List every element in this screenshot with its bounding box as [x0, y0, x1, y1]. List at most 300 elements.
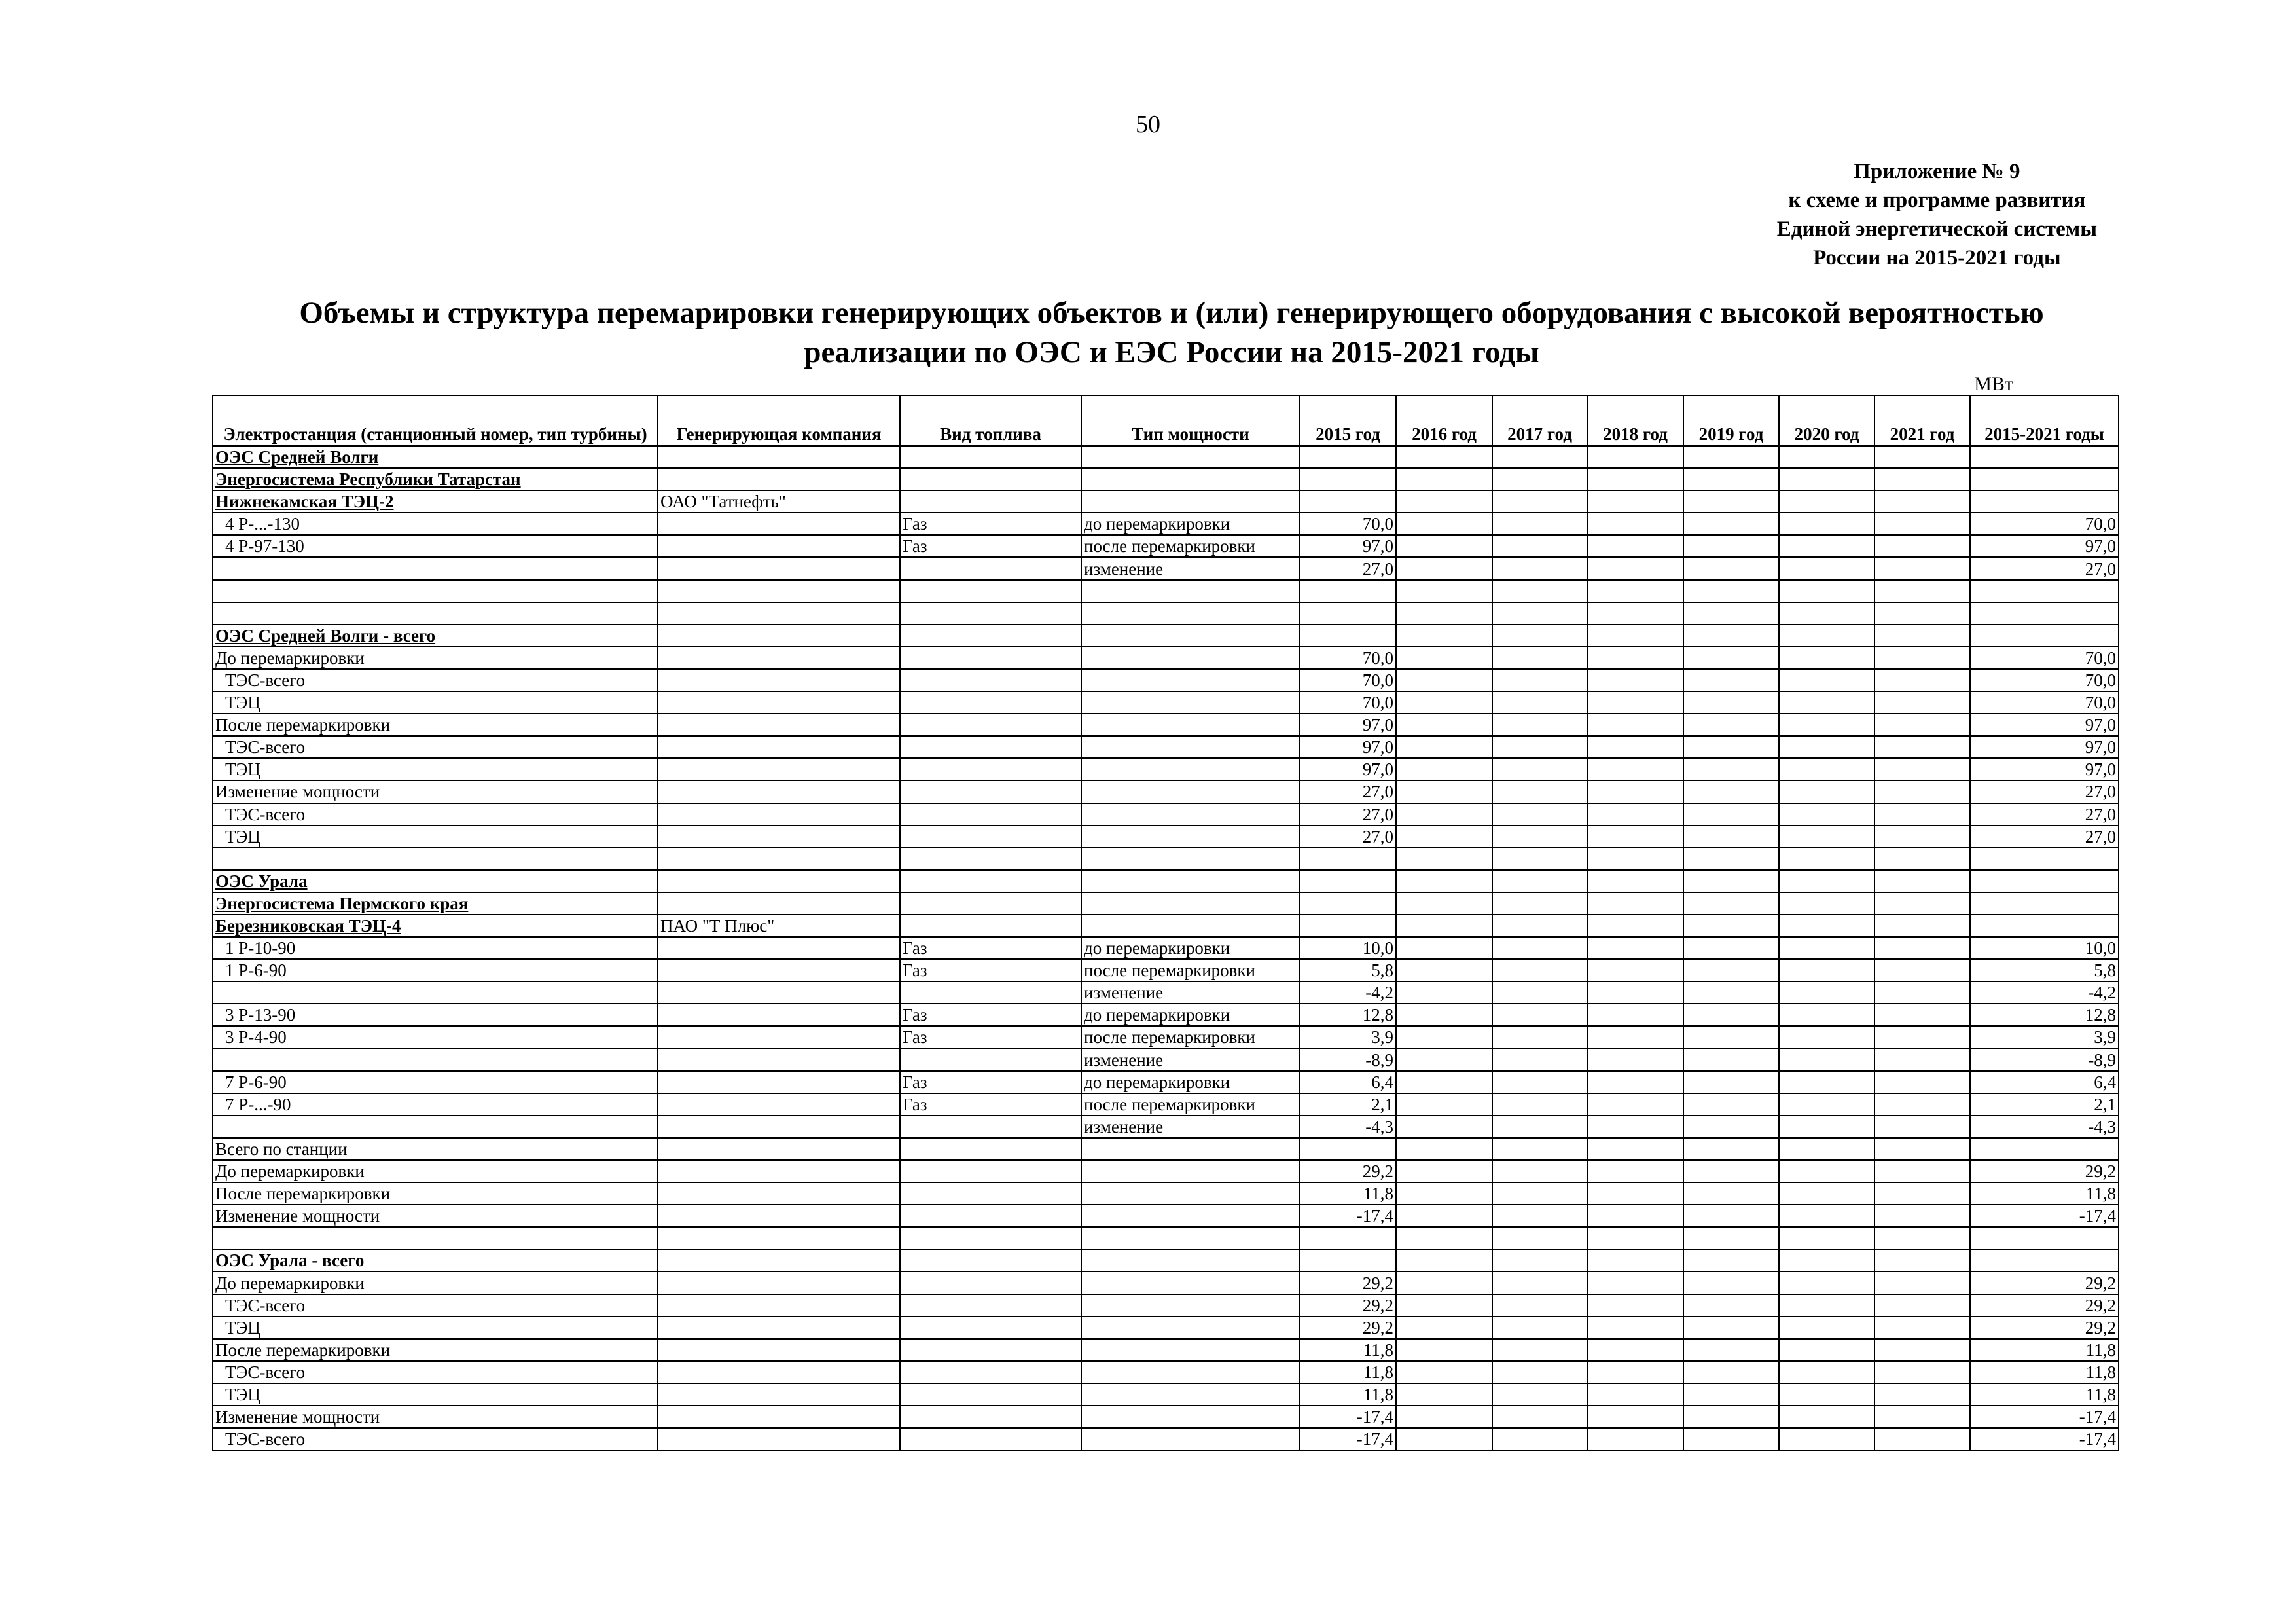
appendix-line: к схеме и программе развития: [1788, 189, 2086, 212]
cell-station: ТЭЦ: [213, 1317, 658, 1339]
cell-company: [658, 1271, 900, 1294]
cell-2018: [1587, 1160, 1683, 1182]
cell-2021: [1874, 1406, 1970, 1428]
cell-company: [658, 468, 900, 490]
cell-fuel: [900, 870, 1081, 892]
cell-2017: [1492, 959, 1587, 981]
cell-2018: [1587, 892, 1683, 915]
cell-2016: [1396, 892, 1492, 915]
cell-2019: [1683, 1339, 1779, 1361]
cell-2019: [1683, 803, 1779, 826]
cell-fuel: [900, 1406, 1081, 1428]
cell-2015: 27,0: [1300, 557, 1396, 579]
title-line: реализации по ОЭС и ЕЭС России на 2015-2021 годы: [804, 335, 1539, 369]
cell-2021: [1874, 1116, 1970, 1138]
cell-2019: [1683, 1071, 1779, 1093]
cell-2018: [1587, 1205, 1683, 1227]
cell-2016: [1396, 714, 1492, 736]
cell-2017: [1492, 848, 1587, 870]
cell-fuel: [900, 915, 1081, 937]
cell-power-type: изменение: [1081, 1049, 1300, 1071]
cell-2015: [1300, 446, 1396, 468]
cell-2015: 6,4: [1300, 1071, 1396, 1093]
cell-2020: [1779, 557, 1874, 579]
cell-2018: [1587, 513, 1683, 535]
cell-station: После перемаркировки: [213, 1182, 658, 1205]
cell-company: [658, 1294, 900, 1317]
cell-total: 70,0: [1970, 691, 2119, 714]
cell-2017: [1492, 1093, 1587, 1116]
cell-power-type: [1081, 1383, 1300, 1406]
page-number: 50: [1136, 111, 1160, 138]
cell-power-type: [1081, 580, 1300, 602]
cell-station: ТЭС-всего: [213, 1361, 658, 1383]
cell-2015: 27,0: [1300, 780, 1396, 803]
header-fuel: Вид топлива: [900, 395, 1081, 446]
table-row: [213, 937, 2119, 959]
cell-fuel: [900, 490, 1081, 513]
cell-2015: [1300, 602, 1396, 625]
cell-2019: [1683, 959, 1779, 981]
cell-power-type: [1081, 1428, 1300, 1450]
cell-2018: [1587, 1339, 1683, 1361]
header-total: 2015-2021 годы: [1970, 395, 2119, 446]
cell-2015: -4,3: [1300, 1116, 1396, 1138]
cell-2020: [1779, 580, 1874, 602]
cell-2019: [1683, 870, 1779, 892]
cell-total: [1970, 468, 2119, 490]
table-row: [213, 1004, 2119, 1026]
cell-2016: [1396, 557, 1492, 579]
cell-2019: [1683, 714, 1779, 736]
cell-total: -17,4: [1970, 1428, 2119, 1450]
cell-2021: [1874, 647, 1970, 669]
cell-fuel: [900, 758, 1081, 780]
cell-2018: [1587, 1071, 1683, 1093]
cell-2020: [1779, 1339, 1874, 1361]
cell-total: 5,8: [1970, 959, 2119, 981]
cell-2016: [1396, 1249, 1492, 1271]
cell-2020: [1779, 937, 1874, 959]
cell-company: [658, 669, 900, 691]
cell-2020: [1779, 1071, 1874, 1093]
cell-power-type: изменение: [1081, 981, 1300, 1004]
cell-2017: [1492, 557, 1587, 579]
cell-2020: [1779, 1383, 1874, 1406]
cell-2019: [1683, 1116, 1779, 1138]
cell-total: 11,8: [1970, 1361, 2119, 1383]
cell-2015: -17,4: [1300, 1406, 1396, 1428]
cell-2016: [1396, 1026, 1492, 1048]
cell-2019: [1683, 1271, 1779, 1294]
title-line: Объемы и структура перемарировки генерирующих объектов и (или) генерирующего оборудования с высокой вероятностью: [299, 296, 2044, 330]
cell-2018: [1587, 1294, 1683, 1317]
cell-power-type: [1081, 870, 1300, 892]
cell-2021: [1874, 1138, 1970, 1160]
cell-2015: 10,0: [1300, 937, 1396, 959]
cell-fuel: [900, 1227, 1081, 1249]
cell-2021: [1874, 892, 1970, 915]
cell-2015: 29,2: [1300, 1271, 1396, 1294]
cell-2015: [1300, 468, 1396, 490]
cell-2019: [1683, 580, 1779, 602]
header-2021: 2021 год: [1874, 395, 1970, 446]
cell-total: 97,0: [1970, 535, 2119, 557]
cell-2019: [1683, 1160, 1779, 1182]
cell-station: ТЭС-всего: [213, 736, 658, 758]
cell-total: 12,8: [1970, 1004, 2119, 1026]
cell-2021: [1874, 1339, 1970, 1361]
cell-company: [658, 535, 900, 557]
cell-2017: [1492, 1004, 1587, 1026]
cell-2017: [1492, 580, 1587, 602]
cell-company: [658, 1339, 900, 1361]
cell-2015: 27,0: [1300, 803, 1396, 826]
cell-2019: [1683, 1182, 1779, 1205]
cell-2018: [1587, 1116, 1683, 1138]
cell-2016: [1396, 468, 1492, 490]
cell-2021: [1874, 780, 1970, 803]
cell-station: ТЭС-всего: [213, 1294, 658, 1317]
cell-2017: [1492, 892, 1587, 915]
cell-total: [1970, 1249, 2119, 1271]
cell-2021: [1874, 826, 1970, 848]
cell-2015: 70,0: [1300, 647, 1396, 669]
cell-2018: [1587, 758, 1683, 780]
cell-fuel: [900, 1116, 1081, 1138]
cell-power-type: [1081, 468, 1300, 490]
cell-2017: [1492, 803, 1587, 826]
cell-station: ОЭС Средней Волги - всего: [213, 625, 658, 647]
cell-total: 29,2: [1970, 1271, 2119, 1294]
cell-2017: [1492, 981, 1587, 1004]
cell-power-type: до перемаркировки: [1081, 513, 1300, 535]
cell-power-type: после перемаркировки: [1081, 959, 1300, 981]
cell-2018: [1587, 1227, 1683, 1249]
cell-total: 70,0: [1970, 669, 2119, 691]
cell-company: [658, 1383, 900, 1406]
cell-2017: [1492, 1026, 1587, 1048]
cell-fuel: [900, 1339, 1081, 1361]
cell-2021: [1874, 870, 1970, 892]
cell-2020: [1779, 468, 1874, 490]
cell-company: [658, 803, 900, 826]
cell-power-type: [1081, 758, 1300, 780]
cell-company: [658, 1205, 900, 1227]
header-2017: 2017 год: [1492, 395, 1587, 446]
cell-station: 3 Р-13-90: [213, 1004, 658, 1026]
cell-2021: [1874, 981, 1970, 1004]
header-2018: 2018 год: [1587, 395, 1683, 446]
cell-2017: [1492, 468, 1587, 490]
cell-fuel: Газ: [900, 535, 1081, 557]
cell-2016: [1396, 1406, 1492, 1428]
cell-2017: [1492, 780, 1587, 803]
cell-2017: [1492, 647, 1587, 669]
cell-2015: [1300, 1249, 1396, 1271]
cell-2019: [1683, 780, 1779, 803]
table-row: [213, 446, 2119, 468]
cell-2021: [1874, 1361, 1970, 1383]
cell-power-type: [1081, 1271, 1300, 1294]
cell-station: [213, 1227, 658, 1249]
cell-2018: [1587, 1271, 1683, 1294]
cell-2016: [1396, 780, 1492, 803]
table-row: [213, 625, 2119, 647]
cell-2017: [1492, 1294, 1587, 1317]
cell-2020: [1779, 535, 1874, 557]
cell-power-type: [1081, 1339, 1300, 1361]
cell-2016: [1396, 803, 1492, 826]
cell-total: 6,4: [1970, 1071, 2119, 1093]
cell-2018: [1587, 602, 1683, 625]
cell-2019: [1683, 557, 1779, 579]
cell-fuel: [900, 468, 1081, 490]
cell-2015: [1300, 625, 1396, 647]
cell-company: [658, 1182, 900, 1205]
cell-station: ТЭЦ: [213, 691, 658, 714]
cell-fuel: [900, 1049, 1081, 1071]
cell-total: 97,0: [1970, 736, 2119, 758]
cell-total: 29,2: [1970, 1160, 2119, 1182]
cell-2017: [1492, 758, 1587, 780]
cell-2017: [1492, 1317, 1587, 1339]
cell-2019: [1683, 669, 1779, 691]
cell-2018: [1587, 1361, 1683, 1383]
header-company: Генерирующая компания: [658, 395, 900, 446]
cell-fuel: Газ: [900, 1004, 1081, 1026]
cell-2017: [1492, 1406, 1587, 1428]
cell-station: Изменение мощности: [213, 1406, 658, 1428]
cell-2020: [1779, 602, 1874, 625]
cell-power-type: [1081, 1205, 1300, 1227]
cell-fuel: [900, 736, 1081, 758]
cell-2017: [1492, 937, 1587, 959]
cell-company: [658, 1093, 900, 1116]
cell-2020: [1779, 1093, 1874, 1116]
cell-2017: [1492, 446, 1587, 468]
cell-2020: [1779, 915, 1874, 937]
cell-2018: [1587, 959, 1683, 981]
cell-power-type: [1081, 915, 1300, 937]
cell-2019: [1683, 1294, 1779, 1317]
cell-station: Нижнекамская ТЭЦ-2: [213, 490, 658, 513]
cell-2015: -4,2: [1300, 981, 1396, 1004]
cell-power-type: изменение: [1081, 1116, 1300, 1138]
cell-2018: [1587, 1049, 1683, 1071]
cell-2021: [1874, 915, 1970, 937]
cell-2019: [1683, 535, 1779, 557]
cell-total: -4,2: [1970, 981, 2119, 1004]
cell-station: До перемаркировки: [213, 1160, 658, 1182]
cell-2019: [1683, 446, 1779, 468]
table-header-row: [213, 395, 2119, 446]
table-row: [213, 1049, 2119, 1071]
cell-2018: [1587, 1249, 1683, 1271]
cell-total: [1970, 1227, 2119, 1249]
cell-station: ТЭС-всего: [213, 1428, 658, 1450]
header-station: Электростанция (станционный номер, тип турбины): [213, 395, 658, 446]
cell-2016: [1396, 1071, 1492, 1093]
cell-fuel: [900, 669, 1081, 691]
cell-2017: [1492, 1227, 1587, 1249]
cell-2017: [1492, 1160, 1587, 1182]
cell-2018: [1587, 647, 1683, 669]
cell-total: [1970, 602, 2119, 625]
cell-2021: [1874, 1294, 1970, 1317]
cell-power-type: [1081, 826, 1300, 848]
cell-2015: [1300, 490, 1396, 513]
table-row: [213, 1249, 2119, 1271]
cell-fuel: [900, 602, 1081, 625]
cell-2016: [1396, 490, 1492, 513]
cell-station: До перемаркировки: [213, 647, 658, 669]
cell-2020: [1779, 826, 1874, 848]
cell-total: [1970, 915, 2119, 937]
cell-company: [658, 1406, 900, 1428]
cell-2019: [1683, 647, 1779, 669]
table-row: [213, 1205, 2119, 1227]
cell-2019: [1683, 625, 1779, 647]
cell-2018: [1587, 1317, 1683, 1339]
cell-company: [658, 780, 900, 803]
cell-2015: [1300, 848, 1396, 870]
cell-2020: [1779, 981, 1874, 1004]
cell-2020: [1779, 1271, 1874, 1294]
cell-power-type: [1081, 1249, 1300, 1271]
cell-2021: [1874, 758, 1970, 780]
cell-station: ОЭС Урала: [213, 870, 658, 892]
cell-total: 27,0: [1970, 557, 2119, 579]
cell-2018: [1587, 1428, 1683, 1450]
cell-2020: [1779, 870, 1874, 892]
cell-station: Всего по станции: [213, 1138, 658, 1160]
cell-2019: [1683, 602, 1779, 625]
cell-2016: [1396, 1383, 1492, 1406]
cell-company: [658, 446, 900, 468]
table-row: [213, 714, 2119, 736]
cell-2020: [1779, 1160, 1874, 1182]
cell-2019: [1683, 981, 1779, 1004]
cell-2021: [1874, 714, 1970, 736]
cell-2018: [1587, 981, 1683, 1004]
cell-total: 11,8: [1970, 1182, 2119, 1205]
table-row: [213, 848, 2119, 870]
cell-2016: [1396, 937, 1492, 959]
cell-power-type: [1081, 780, 1300, 803]
cell-station: [213, 981, 658, 1004]
cell-company: [658, 1071, 900, 1093]
cell-station: После перемаркировки: [213, 1339, 658, 1361]
cell-total: [1970, 848, 2119, 870]
cell-fuel: [900, 1361, 1081, 1383]
cell-2016: [1396, 1182, 1492, 1205]
cell-2021: [1874, 1049, 1970, 1071]
cell-total: 70,0: [1970, 647, 2119, 669]
cell-station: Изменение мощности: [213, 1205, 658, 1227]
cell-power-type: [1081, 1227, 1300, 1249]
cell-2021: [1874, 1249, 1970, 1271]
cell-2017: [1492, 1361, 1587, 1383]
cell-2015: 97,0: [1300, 535, 1396, 557]
cell-power-type: [1081, 1138, 1300, 1160]
table-row: [213, 758, 2119, 780]
cell-total: 27,0: [1970, 826, 2119, 848]
cell-2020: [1779, 1294, 1874, 1317]
cell-2020: [1779, 758, 1874, 780]
table-row: [213, 691, 2119, 714]
table-row: [213, 1271, 2119, 1294]
cell-company: [658, 1160, 900, 1182]
cell-company: [658, 691, 900, 714]
cell-2018: [1587, 535, 1683, 557]
cell-total: 97,0: [1970, 714, 2119, 736]
cell-power-type: [1081, 1182, 1300, 1205]
cell-2015: [1300, 870, 1396, 892]
cell-2021: [1874, 468, 1970, 490]
cell-fuel: Газ: [900, 937, 1081, 959]
table-row: [213, 1071, 2119, 1093]
document-title: [196, 293, 2147, 372]
cell-2016: [1396, 1160, 1492, 1182]
cell-2015: 29,2: [1300, 1294, 1396, 1317]
cell-2019: [1683, 1249, 1779, 1271]
cell-fuel: [900, 1383, 1081, 1406]
cell-company: [658, 1026, 900, 1048]
cell-company: [658, 959, 900, 981]
cell-total: -4,3: [1970, 1116, 2119, 1138]
cell-2017: [1492, 1271, 1587, 1294]
cell-company: [658, 1049, 900, 1071]
cell-2019: [1683, 1317, 1779, 1339]
cell-2019: [1683, 1361, 1779, 1383]
cell-2019: [1683, 892, 1779, 915]
cell-2020: [1779, 892, 1874, 915]
cell-2021: [1874, 1227, 1970, 1249]
cell-2017: [1492, 513, 1587, 535]
table-row: [213, 1294, 2119, 1317]
cell-2016: [1396, 981, 1492, 1004]
cell-fuel: Газ: [900, 513, 1081, 535]
remarking-table: [212, 395, 2119, 1451]
cell-2016: [1396, 1205, 1492, 1227]
table-row: [213, 602, 2119, 625]
table-row: [213, 915, 2119, 937]
cell-2019: [1683, 1383, 1779, 1406]
cell-total: [1970, 625, 2119, 647]
cell-2017: [1492, 1071, 1587, 1093]
cell-2018: [1587, 1026, 1683, 1048]
cell-fuel: [900, 647, 1081, 669]
cell-2021: [1874, 1160, 1970, 1182]
cell-power-type: [1081, 803, 1300, 826]
cell-2020: [1779, 1049, 1874, 1071]
cell-2018: [1587, 870, 1683, 892]
cell-2020: [1779, 513, 1874, 535]
cell-station: 4 Р-97-130: [213, 535, 658, 557]
cell-station: 1 Р-10-90: [213, 937, 658, 959]
cell-company: [658, 981, 900, 1004]
cell-2016: [1396, 1339, 1492, 1361]
table-row: [213, 647, 2119, 669]
cell-2019: [1683, 1093, 1779, 1116]
cell-2015: 27,0: [1300, 826, 1396, 848]
cell-power-type: до перемаркировки: [1081, 1071, 1300, 1093]
cell-2019: [1683, 468, 1779, 490]
cell-station: Энергосистема Пермского края: [213, 892, 658, 915]
cell-total: [1970, 892, 2119, 915]
header-2020: 2020 год: [1779, 395, 1874, 446]
